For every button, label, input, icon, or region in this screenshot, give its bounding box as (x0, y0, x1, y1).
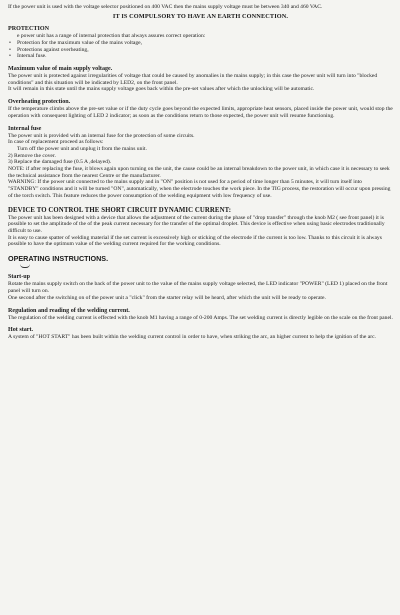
operating-instructions-heading: OPERATING INSTRUCTIONS. (8, 254, 109, 264)
hot-start-heading: Hot start. (8, 327, 34, 334)
earth-connection-notice: IT IS COMPULSORY TO HAVE AN EARTH CONNECTION. (112, 12, 289, 20)
protection-heading: PROTECTION (8, 26, 49, 33)
intro-paragraph: If the power unit is used with the voltage selector positioned on 400 VAC then the mains supply voltage must be between 340 and 460 VAC. (8, 4, 323, 10)
hot-start-text: A system of "HOT START" has been built within the welding current control in order to have, when striking the arc, an higher current to help the ignition of the arc. (8, 334, 376, 341)
fuse-replace-intro: In case of replacement proceed as follows: (8, 139, 104, 146)
fuse-step-3: 3) Replace the damaged fuse (0.5 A ,delayed). (8, 159, 112, 166)
fuse-step-2: 2) Remove the cover. (8, 152, 56, 159)
regulation-heading: Regulation and reading of the welding current. (8, 307, 130, 314)
max-voltage-heading: Maximum value of main supply voltage. (8, 66, 113, 73)
underline-mark (20, 264, 30, 268)
fuse-warning: WARNING: If the power unit connected to the mains supply and in "ON" position is not used for a period of time longer than 5 minutes, it will turn itself into "STANDBY" conditions and it will be turned "ON", automatically, when the electrode touches the work piece. In the TIG process, the restoration will occur upon pressing of the torch switch. This feature reduces the power consumption of the welding equipment with low frequency of use. (8, 179, 391, 199)
max-voltage-text-1: The power unit is protected against irregularities of voltage that could be caused by anomalies in the mains supply; in this case the power unit will turn into "blocked conditions" and this situation will be indicated by LED2, on the front panel. (8, 73, 378, 86)
startup-heading: Start-up (8, 274, 31, 281)
startup-text-2: One second after the switching on of the power unit a "click" from the starter relay will be heard, after which the unit will be ready to operate. (8, 294, 326, 301)
short-circuit-text-1: The power unit has been designed with a device that allows the adjustment of the current during the phase of "drop transfer" through the knob M2 ( see front panel) it is possible to set the amplitude of the of the peak current necessary for the transfer of the optimal droplet. This device is effective when using basic electrodes traditionally difficult to use. (8, 214, 385, 234)
overheating-heading: Overheating protection. (8, 99, 71, 106)
fuse-step-1: Turn off the power unit and unplug it from the mains unit. (17, 145, 147, 152)
short-circuit-text-2: It is easy to cause spatter of welding material if the set current is excessively high or sticking of the electrode if the current is too low. Thanks to this circuit it is always possible to have the optimum value of the welding current required for the working conditions. (8, 234, 382, 248)
short-circuit-heading: DEVICE TO CONTROL THE SHORT CIRCUIT DYNAMIC CURRENT: (8, 206, 232, 214)
regulation-text: The regulation of the welding current is effected with the knob M1 having a range of 0-200 Amps. The set welding current is directly legible on the scale on the front panel. (8, 314, 393, 321)
fuse-text: The power unit is provided with an internal fuse for the protection of some circuits. (8, 132, 195, 139)
fuse-heading: Internal fuse (8, 125, 42, 132)
overheating-text: If the temperature climbs above the pre-set value or if the duty cycle goes beyond the expected limits, appropriate heat sensors, placed inside the power unit, would stop the operation with consequent lighting of LED 2 indicator; as soon as the conditions return to those expected, the power unit will resume functioning. (8, 106, 393, 119)
max-voltage-text-2: It will remain in this state until the mains supply voltage goes back within the pre-set values after which the unlocking will be automatic. (8, 86, 315, 93)
list-item: • Protections against overheating, (8, 47, 393, 54)
list-item: • Protection for the maximum value of the mains voltage, (8, 40, 393, 47)
list-item: • Internal fuse. (8, 53, 393, 60)
protection-list (8, 40, 393, 60)
protection-text: e power unit has a range of internal protection that always assures correct operation: (17, 33, 206, 40)
startup-text-1: Rotate the mains supply switch on the back of the power unit to the value of the mains supply voltage selected, the LED indicator "POWER" (LED 1) placed on the front panel will turn on. (8, 281, 388, 295)
fuse-note: NOTE: if after replacing the fuse, it blows again upon turning on the unit, the cause could be an internal breakdown to the power unit, in which case it is necessary to seek the technical assistance from the nearest Centre or the manufacturer. (8, 166, 390, 179)
